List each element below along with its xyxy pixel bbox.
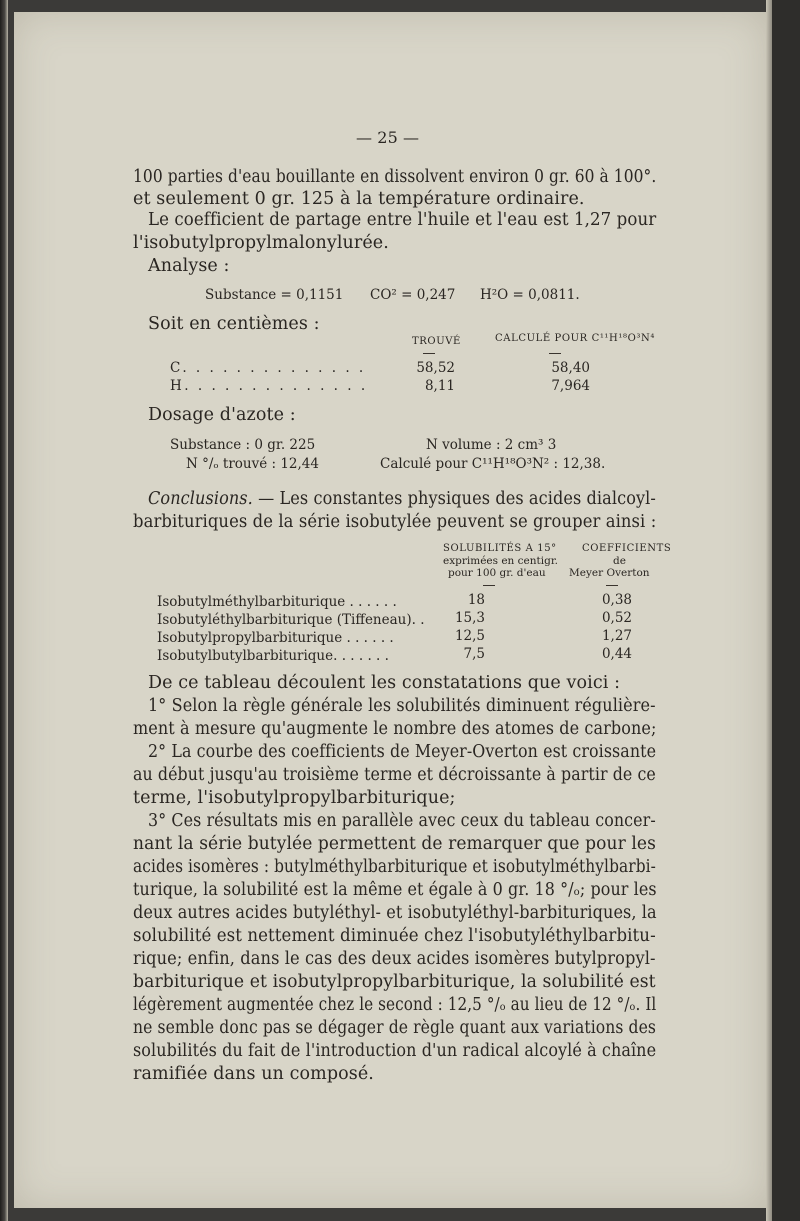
table-header-coefficient: de bbox=[613, 555, 626, 567]
table-row-name: Isobutylméthylbarbiturique . . . . . . bbox=[157, 594, 397, 610]
table-header-solubility: exprimées en centigr. bbox=[443, 555, 559, 567]
table-row-name: Isobutylpropylbarbiturique . . . . . . bbox=[157, 630, 394, 646]
paragraph-line: légèrement augmentée chez le second : 12,5 °/ₒ au lieu de 12 °/ₒ. Il bbox=[133, 995, 657, 1015]
paragraph-line: ne semble donc pas se dégager de règle quant aux variations des bbox=[133, 1018, 657, 1038]
table-header-coefficient: COEFFICIENTS bbox=[582, 543, 672, 554]
table-row-sol: 15,3 bbox=[454, 610, 485, 626]
azote-calcule: Calculé pour C¹¹H¹⁸O³N² : 12,38. bbox=[380, 456, 606, 472]
conclusions-text: — Les constantes physiques des acides dialcoyl- bbox=[258, 489, 656, 509]
table-header-solubility: pour 100 gr. d'eau bbox=[448, 567, 546, 579]
book-spine-edge bbox=[0, 0, 8, 1221]
page-number: — 25 — bbox=[356, 128, 420, 147]
paragraph-line: acides isomères : butylméthylbarbiturique et isobutylméthylbarbi- bbox=[133, 857, 656, 877]
analyse-heading: Analyse : bbox=[148, 256, 230, 276]
paragraph-line: 2° La courbe des coefficients de Meyer-Overton est croissante bbox=[148, 742, 657, 762]
centiemes-heading: Soit en centièmes : bbox=[148, 314, 320, 334]
table-row-name: Isobutylbutylbarbiturique. . . . . . . bbox=[157, 648, 389, 664]
table-header-solubility: SOLUBILITÉS A 15° bbox=[443, 543, 557, 554]
calc-value: 58,40 bbox=[551, 360, 590, 376]
paragraph-line: 1° Selon la règle générale les solubilités diminuent régulière- bbox=[148, 696, 656, 716]
divider bbox=[606, 585, 618, 586]
paragraph-line: 100 parties d'eau bouillante en dissolvent environ 0 gr. 60 à 100°. bbox=[133, 167, 657, 187]
calc-value: 7,964 bbox=[551, 378, 590, 394]
azote-heading: Dosage d'azote : bbox=[148, 405, 296, 425]
analyse-co2: CO² = 0,247 bbox=[370, 287, 456, 303]
col-header-found: TROUVÉ bbox=[412, 336, 461, 347]
paragraph-line: et seulement 0 gr. 125 à la température ordinaire. bbox=[133, 189, 585, 209]
table-row-coef: 0,52 bbox=[601, 610, 632, 626]
element-label: H. . . . . . . . . . . . . . bbox=[170, 378, 368, 394]
azote-substance: Substance : 0 gr. 225 bbox=[170, 437, 316, 453]
table-row-coef: 0,44 bbox=[601, 646, 632, 662]
paragraph-line: Le coefficient de partage entre l'huile et l'eau est 1,27 pour bbox=[148, 210, 657, 230]
table-row-sol: 12,5 bbox=[454, 628, 485, 644]
divider bbox=[423, 353, 435, 354]
paragraph-line: rique; enfin, dans le cas des deux acides isomères butylpropyl- bbox=[133, 949, 656, 969]
table-header-coefficient: Meyer Overton bbox=[569, 567, 650, 579]
divider bbox=[549, 353, 561, 354]
paragraph-line: ramifiée dans un composé. bbox=[133, 1064, 374, 1084]
conclusions-line bbox=[148, 489, 656, 509]
table-row-coef: 0,38 bbox=[601, 592, 632, 608]
paragraph-line: 3° Ces résultats mis en parallèle avec ceux du tableau concer- bbox=[148, 811, 656, 831]
paragraph-line: De ce tableau découlent les constatations que voici : bbox=[148, 673, 621, 693]
table-row-sol: 7,5 bbox=[463, 646, 485, 662]
analyse-substance: Substance = 0,1151 bbox=[205, 287, 344, 303]
azote-trouve: N °/ₒ trouvé : 12,44 bbox=[186, 456, 319, 472]
paragraph-line: l'isobutylpropylmalonylurée. bbox=[133, 233, 389, 253]
paragraph-line: terme, l'isobutylpropylbarbiturique; bbox=[133, 788, 456, 808]
table-row-coef: 1,27 bbox=[601, 628, 632, 644]
divider bbox=[483, 585, 495, 586]
paragraph-line: barbiturique et isobutylpropylbarbiturique, la solubilité est bbox=[133, 972, 656, 992]
analyse-h2o: H²O = 0,0811. bbox=[480, 287, 580, 303]
book-right-edge bbox=[766, 0, 800, 1221]
azote-volume: N volume : 2 cm³ 3 bbox=[426, 437, 557, 453]
paragraph-line: au début jusqu'au troisième terme et décroissante à partir de ce bbox=[133, 765, 656, 785]
conclusions-label: Conclusions. bbox=[148, 489, 253, 509]
paragraph-line: nant la série butylée permettent de remarquer que pour les bbox=[133, 834, 656, 854]
paragraph-line: ment à mesure qu'augmente le nombre des atomes de carbone; bbox=[133, 719, 657, 739]
paragraph-line: deux autres acides butyléthyl- et isobutyléthyl-barbituriques, la bbox=[133, 903, 657, 923]
found-value: 58,52 bbox=[416, 360, 455, 376]
table-row-name: Isobutyléthylbarbiturique (Tiffeneau). . bbox=[157, 612, 425, 628]
paragraph-line: solubilité est nettement diminuée chez l'isobutyléthylbarbitu- bbox=[133, 926, 656, 946]
paragraph-line: turique, la solubilité est la même et égale à 0 gr. 18 °/ₒ; pour les bbox=[133, 880, 657, 900]
conclusions-line: barbituriques de la série isobutylée peuvent se grouper ainsi : bbox=[133, 512, 657, 532]
paragraph-line: solubilités du fait de l'introduction d'un radical alcoylé à chaîne bbox=[133, 1041, 657, 1061]
found-value: 8,11 bbox=[424, 378, 455, 394]
col-header-calc: CALCULÉ POUR C¹¹H¹⁸O³N⁴ bbox=[495, 333, 655, 344]
table-row-sol: 18 bbox=[467, 592, 485, 608]
element-label: C. . . . . . . . . . . . . . bbox=[170, 360, 366, 376]
